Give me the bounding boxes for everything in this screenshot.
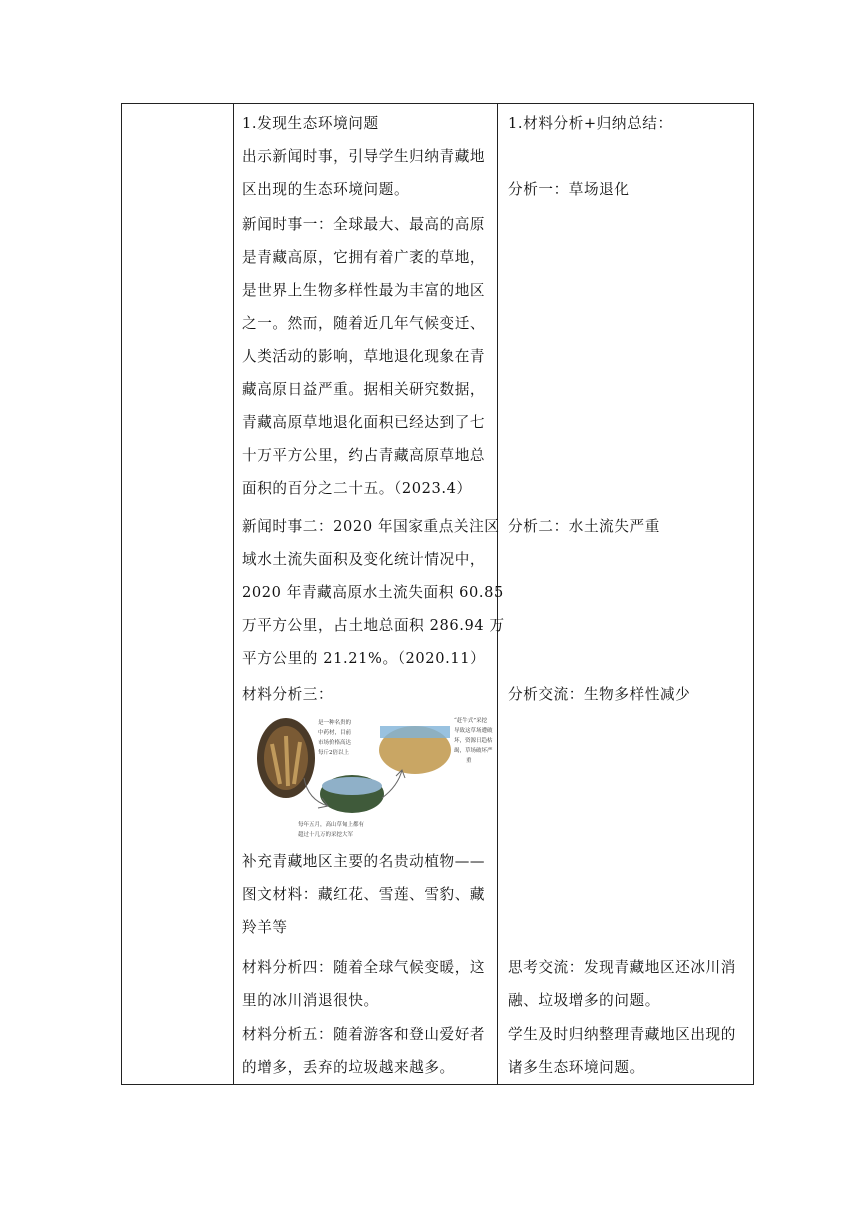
- caption: 每斤2倍以上: [318, 750, 349, 756]
- text-line: 藏高原日益严重。据相关研究数据，: [242, 381, 486, 398]
- text-line: 1.发现生态环境问题: [242, 115, 379, 132]
- caption: 每年五月，高山草甸上都有: [298, 822, 365, 828]
- column-divider-1: [233, 104, 234, 1084]
- text-line: 材料分析三：: [242, 686, 334, 703]
- text-line: 出示新闻时事，引导学生归纳青藏地: [242, 148, 486, 165]
- text-line: 面积的百分之二十五。（2023.4）: [242, 480, 472, 497]
- text-line: 的增多，丢弃的垃圾越来越多。: [242, 1059, 455, 1076]
- text-line: 2020 年青藏高原水土流失面积 60.85: [242, 584, 504, 601]
- lesson-table: [121, 103, 754, 1085]
- text-line: 新闻时事二：2020 年国家重点关注区: [242, 518, 500, 535]
- text-line: 十万平方公里，约占青藏高原草地总: [242, 447, 486, 464]
- text-line: 之一。然而，随着近几年气候变迁、: [242, 315, 486, 332]
- text-line: 是青藏高原，它拥有着广袤的草地，: [242, 249, 486, 266]
- text-line: 材料分析四：随着全球气候变暖，这: [242, 959, 486, 976]
- caption: 重: [466, 758, 472, 764]
- caption: 超过十几万的采挖大军: [298, 832, 354, 838]
- caption: 是一种名贵的: [318, 720, 352, 726]
- caption: 中药材，目前: [318, 730, 352, 736]
- text-line: 青藏高原草地退化面积已经达到了七: [242, 414, 486, 431]
- text-line: 人类活动的影响，草地退化现象在青: [242, 348, 486, 365]
- caption: 坏，资源日趋枯: [454, 738, 493, 744]
- caption: 市场价格高达: [318, 740, 352, 746]
- caption: “赶牛式”采挖: [454, 718, 488, 724]
- text-line: 分析二：水土流失严重: [508, 518, 660, 535]
- text-line: 是世界上生物多样性最为丰富的地区: [242, 282, 486, 299]
- text-line: 万平方公里，占土地总面积 286.94 万: [242, 617, 505, 634]
- text-line: 羚羊等: [242, 919, 288, 936]
- caption: 竭，草场破坏严: [454, 748, 493, 754]
- text-line: 图文材料：藏红花、雪莲、雪豹、藏: [242, 886, 486, 903]
- text-line: 思考交流：发现青藏地区还冰川消: [508, 959, 736, 976]
- text-line: 新闻时事一：全球最大、最高的高原: [242, 216, 486, 233]
- caption: 导致这草场遭破: [454, 728, 493, 734]
- text-line: 域水土流失面积及变化统计情况中，: [242, 551, 486, 568]
- text-line: 分析交流：生物多样性减少: [508, 686, 691, 703]
- text-line: 补充青藏地区主要的名贵动植物——: [242, 853, 486, 870]
- text-line: 融、垃圾增多的问题。: [508, 992, 660, 1009]
- text-line: 学生及时归纳整理青藏地区出现的: [508, 1026, 736, 1043]
- text-line: 1.材料分析+归纳总结：: [508, 115, 673, 132]
- text-line: 里的冰川消退很快。: [242, 992, 379, 1009]
- text-line: 平方公里的 21.21%。（2020.11）: [242, 650, 486, 667]
- material-figure: [242, 714, 504, 844]
- text-line: 诸多生态环境问题。: [508, 1059, 645, 1076]
- text-line: 区出现的生态环境问题。: [242, 181, 410, 198]
- text-line: 分析一：草场退化: [508, 181, 630, 198]
- text-line: 材料分析五：随着游客和登山爱好者: [242, 1026, 486, 1043]
